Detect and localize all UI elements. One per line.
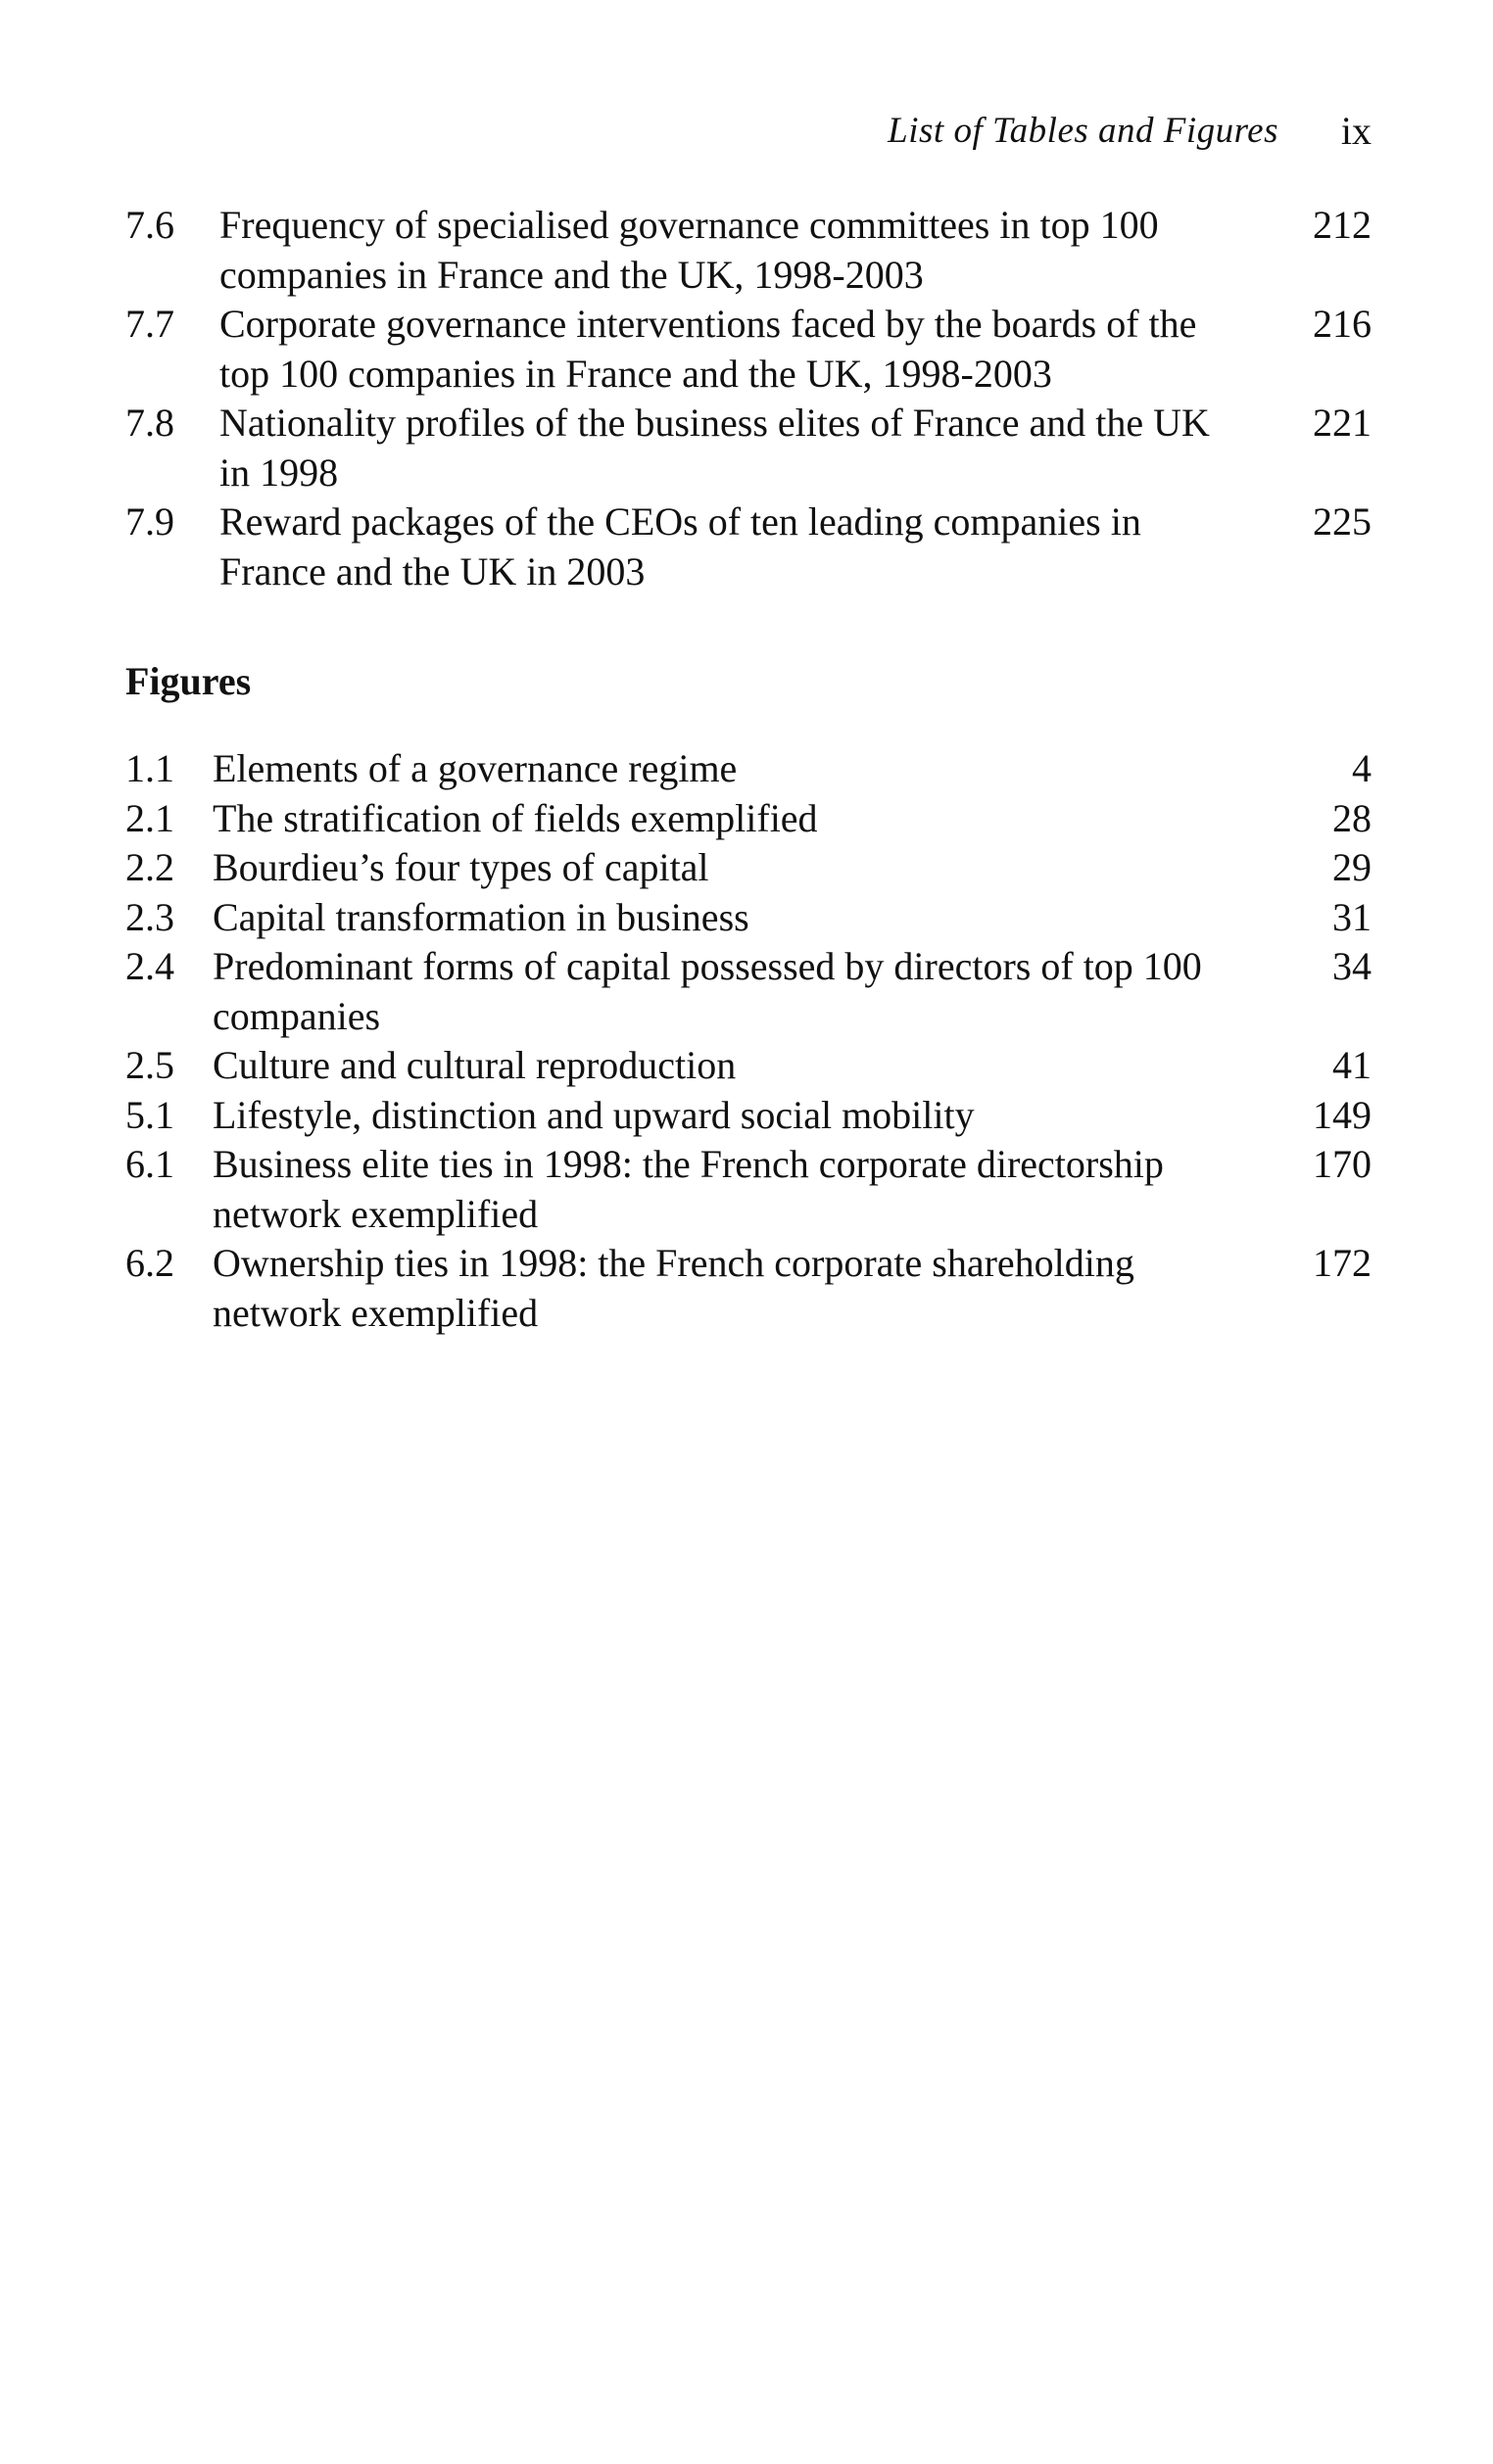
- entry-title: Bourdieu’s four types of capital: [213, 845, 709, 889]
- entry-page: 4: [1352, 746, 1372, 790]
- entry-page: 221: [1313, 401, 1372, 445]
- entry-number: 2.1: [125, 795, 174, 840]
- entry-title: Lifestyle, distinction and upward social mobility: [213, 1092, 975, 1137]
- tables-list: [125, 201, 1372, 596]
- entry-number: 7.7: [125, 302, 174, 346]
- entry-number: 7.6: [125, 203, 174, 247]
- list-item-table-7-7: [125, 300, 1372, 399]
- list-item-figure-6-2: [125, 1239, 1372, 1338]
- list-item-figure-6-1: [125, 1140, 1372, 1239]
- list-item-figure-2-3: [125, 893, 1372, 943]
- entry-title: Nationality profiles of the business elites of France and the UK in 1998: [219, 401, 1210, 495]
- entry-title: Ownership ties in 1998: the French corporate shareholding network exemplified: [213, 1241, 1134, 1335]
- entry-page: 172: [1313, 1241, 1372, 1285]
- entry-page: 216: [1313, 302, 1372, 346]
- list-item-table-7-9: [125, 498, 1372, 596]
- entry-title: Elements of a governance regime: [213, 746, 738, 790]
- list-item-figure-2-4: [125, 942, 1372, 1041]
- list-item-figure-5-1: [125, 1091, 1372, 1141]
- entry-title: Predominant forms of capital possessed by directors of top 100 companies: [213, 944, 1202, 1038]
- entry-number: 2.4: [125, 944, 174, 988]
- entry-number: 2.5: [125, 1043, 174, 1087]
- entry-number: 2.3: [125, 894, 174, 939]
- entry-number: 6.2: [125, 1241, 174, 1285]
- entry-number: 2.2: [125, 845, 174, 889]
- entry-page: 41: [1332, 1043, 1372, 1087]
- list-item-table-7-8: [125, 399, 1372, 498]
- running-head-title: List of Tables and Figures: [888, 111, 1278, 151]
- entry-page: 29: [1332, 845, 1372, 889]
- entry-title: Culture and cultural reproduction: [213, 1043, 737, 1087]
- entry-page: 31: [1332, 894, 1372, 939]
- page-number: ix: [1340, 109, 1372, 153]
- figures-heading: Figures: [125, 659, 252, 703]
- entry-title: Frequency of specialised governance committees in top 100 companies in France and the UK, 1998-2003: [219, 203, 1159, 297]
- entry-page: 212: [1313, 203, 1372, 247]
- figures-list: [125, 744, 1372, 1338]
- entry-title: Reward packages of the CEOs of ten leading companies in France and the UK in 2003: [219, 499, 1141, 593]
- entry-page: 225: [1313, 499, 1372, 544]
- entry-title: Corporate governance interventions faced by the boards of the top 100 companies in France and the UK, 1998-2003: [219, 302, 1197, 396]
- entry-page: 149: [1313, 1092, 1372, 1137]
- running-head: [125, 106, 1372, 157]
- list-item-figure-2-2: [125, 843, 1372, 893]
- list-item-figure-2-1: [125, 794, 1372, 844]
- list-item-figure-1-1: [125, 744, 1372, 794]
- entry-number: 7.9: [125, 499, 174, 544]
- entry-number: 1.1: [125, 746, 174, 790]
- entry-title: Capital transformation in business: [213, 894, 749, 939]
- entry-number: 6.1: [125, 1142, 174, 1186]
- entry-title: Business elite ties in 1998: the French corporate directorship network exemplified: [213, 1142, 1164, 1236]
- list-item-table-7-6: [125, 201, 1372, 300]
- list-item-figure-2-5: [125, 1041, 1372, 1091]
- entry-page: 28: [1332, 795, 1372, 840]
- entry-page: 34: [1332, 944, 1372, 988]
- entry-number: 7.8: [125, 401, 174, 445]
- entry-title: The stratification of fields exemplified: [213, 795, 818, 840]
- entry-page: 170: [1313, 1142, 1372, 1186]
- entry-number: 5.1: [125, 1092, 174, 1137]
